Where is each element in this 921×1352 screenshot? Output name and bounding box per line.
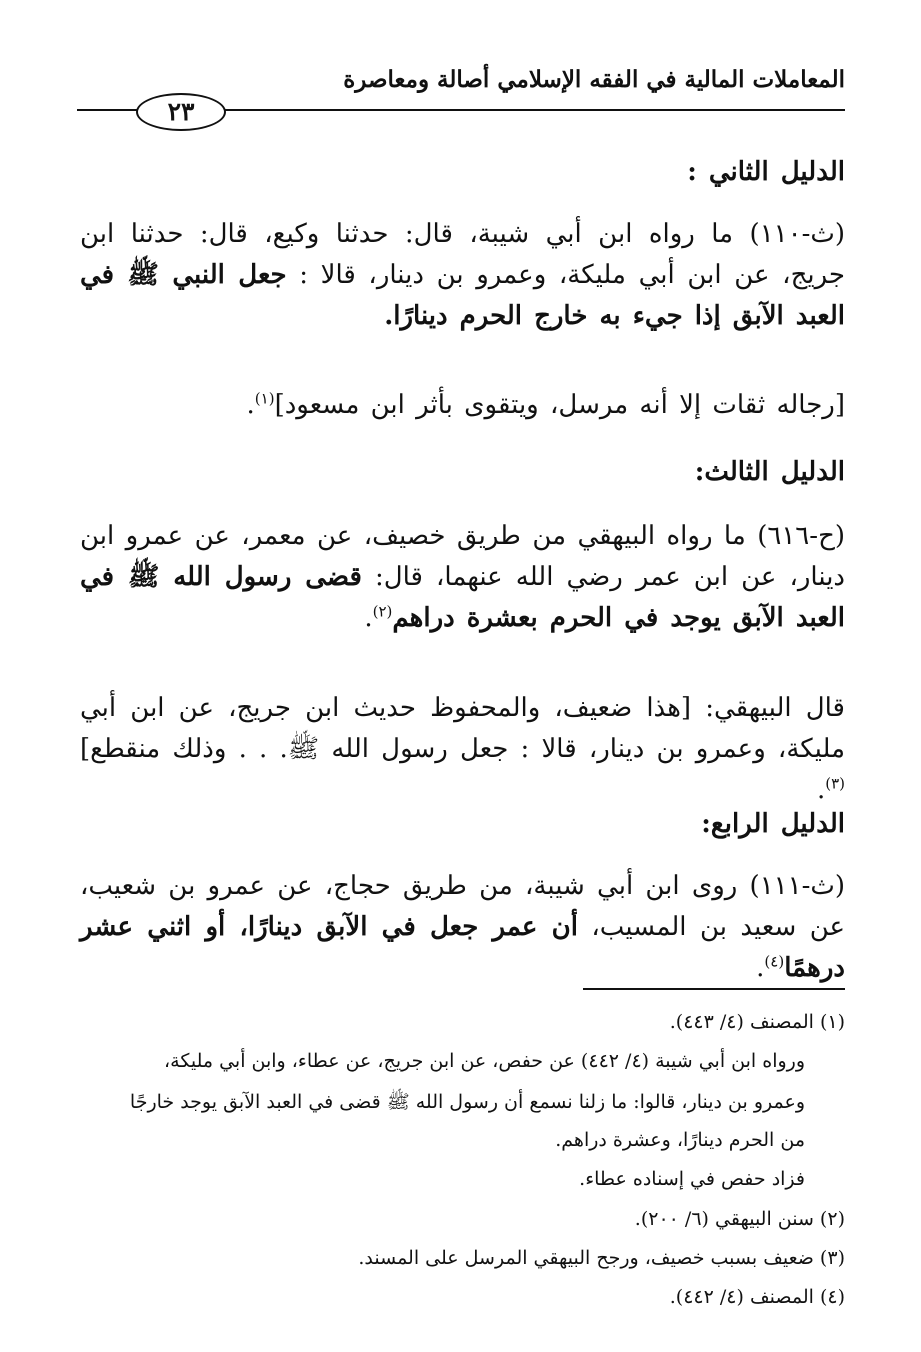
footnote-2: (٢) سنن البيهقي (٦/ ٢٠٠). — [634, 1208, 845, 1230]
period: . — [246, 390, 255, 420]
footnote-1-line-3: من الحرم دينارًا، وعشرة دراهم. — [555, 1129, 805, 1151]
paragraph-hadith-616 — [80, 516, 845, 639]
heading-second-evidence: الدليل الثاني : — [687, 157, 845, 187]
running-header-title: المعاملات المالية في الفقه الإسلامي أصالة ومعاصرة — [343, 66, 845, 93]
paragraph-athar-110-text: جعل النبي ﷺ في العبد الآبق إذا جيء به خارج الحرم دينارًا. — [80, 260, 845, 332]
period: . — [756, 953, 765, 984]
footnote-1-line-2: وعمرو بن دينار، قالوا: ما زلنا نسمع أن رسول الله ﷺ قضى في العبد الآبق يوجد خارجًا — [129, 1091, 805, 1113]
paragraph-bayhaqi-comment — [80, 688, 845, 811]
footnote-3: (٣) ضعيف بسبب خصيف، ورجح البيهقي المرسل على المسند. — [358, 1247, 845, 1269]
footnote-ref-1: (١) — [254, 389, 275, 408]
footnote-1-line-1: ورواه ابن أبي شيبة (٤/ ٤٤٢) عن حفص، عن ابن جريج، عن عطاء، وابن أبي مليكة، — [164, 1050, 805, 1072]
footnote-1-line-4: فزاد حفص في إسناده عطاء. — [579, 1168, 805, 1190]
paragraph-grading-1 — [80, 385, 845, 426]
grading-text: [رجاله ثقات إلا أنه مرسل، ويتقوى بأثر ابن مسعود] — [274, 390, 845, 420]
period: . — [816, 775, 826, 806]
paragraph-hadith-616-text: قضى رسول الله ﷺ في العبد الآبق يوجد في الحرم بعشرة دراهم — [80, 562, 845, 634]
paragraph-athar-111 — [80, 866, 845, 989]
paragraph-athar-111-text: أن عمر جعل في الآبق دينارًا، أو اثني عشر درهمًا — [80, 912, 845, 984]
footnote-ref-2: (٢) — [372, 602, 393, 621]
footnote-ref-3: (٣) — [825, 774, 845, 793]
footnote-1: (١) المصنف (٤/ ٤٤٣). — [669, 1011, 845, 1033]
footnote-4: (٤) المصنف (٤/ ٤٤٢). — [669, 1286, 845, 1308]
paragraph-athar-110 — [80, 214, 845, 337]
paragraph-athar-110-chain: (ث-١١٠) ما رواه ابن أبي شيبة، قال: حدثنا وكيع، قال: حدثنا ابن جريج، عن ابن أبي مليكة، وعمرو بن دينار، قالا : — [80, 219, 846, 291]
bayhaqi-comment-text: قال البيهقي: [هذا ضعيف، والمحفوظ حديث ابن جريج، عن ابن أبي مليكة، وعمرو بن دينار، قالا : جعل رسول الله ﷺ. . . وذلك منقطع] — [80, 693, 845, 765]
heading-third-evidence: الدليل الثالث: — [694, 457, 845, 487]
page-number-oval: ٢٣ — [136, 93, 226, 131]
footnote-ref-4: (٤) — [764, 952, 785, 971]
footnote-separator — [583, 988, 845, 990]
paragraph-athar-111-chain: (ث-١١١) روى ابن أبي شيبة، من طريق حجاج، عن عمرو بن شعيب، عن سعيد بن المسيب، — [80, 871, 845, 943]
paragraph-hadith-616-chain: (ح-٦١٦) ما رواه البيهقي من طريق خصيف، عن معمر، عن عمرو ابن دينار، عن ابن عمر رضي الله عنهما، قال: — [80, 521, 846, 593]
period: . — [364, 603, 373, 634]
heading-fourth-evidence: الدليل الرابع: — [701, 809, 845, 839]
